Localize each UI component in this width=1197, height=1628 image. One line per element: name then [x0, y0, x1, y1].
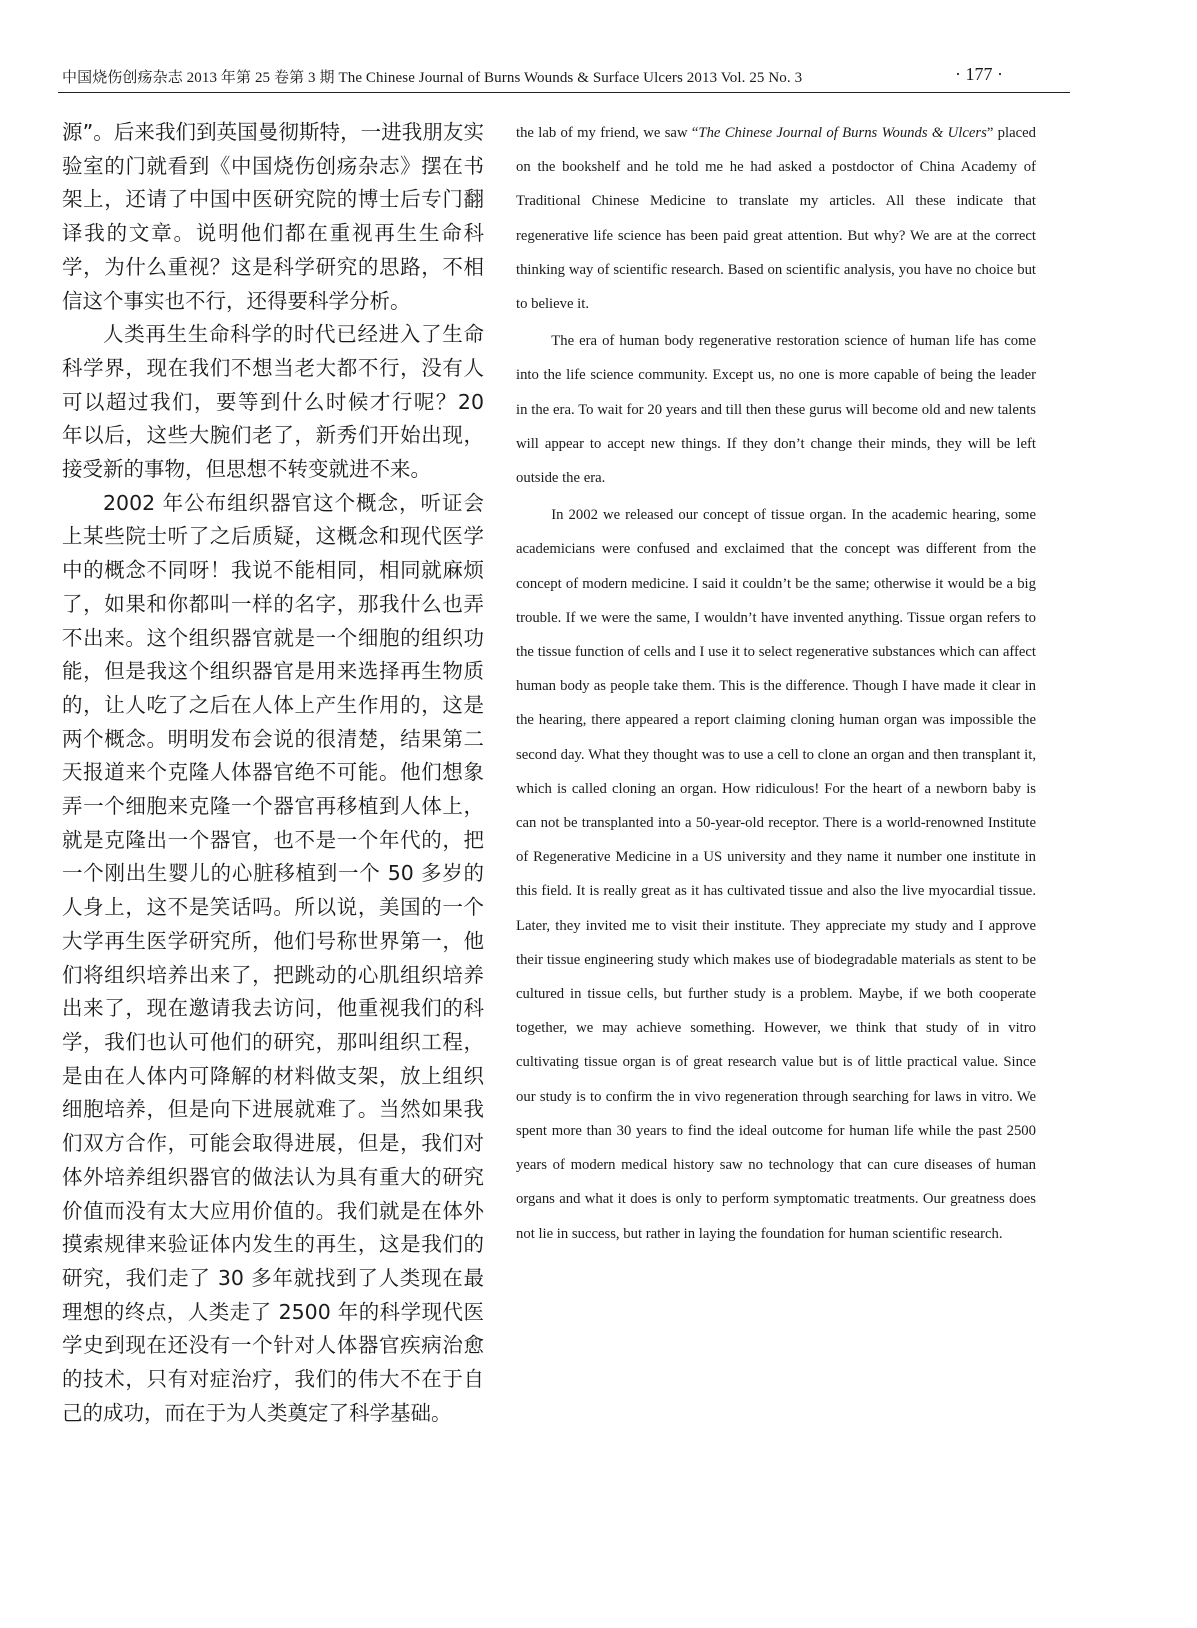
chinese-text-column: [62, 116, 484, 1430]
chinese-paragraph-2: 人类再生生命科学的时代已经进入了生命科学界，现在我们不想当老大都不行，没有人可以超过我们，要等到什么时候才行呢？20 年以后，这些大腕们老了，新秀们开始出现，接受新的事物，但思想不转变就进不来。: [62, 322, 484, 482]
journal-title-italic: The Chinese Journal of Burns Wounds & Ulcers: [698, 125, 987, 141]
chinese-paragraph-3: 2002 年公布组织器官这个概念，听证会上某些院士听了之后质疑，这概念和现代医学中的概念不同呀！我说不能相同，相同就麻烦了，如果和你都叫一样的名字，那我什么也弄不出来。这个组织器官就是一个细胞的组织功能，但是我这个组织器官是用来选择再生物质的，让人吃了之后在人体上产生作用的，这是两个概念。明明发布会说的很清楚，结果第二天报道来个克隆人体器官绝不可能。他们想象弄一个细胞来克隆一个器官再移植到人体上，就是克隆出一个器官，也不是一个年代的，把一个刚出生婴儿的心脏移植到一个 50 多岁的人身上，这不是笑话吗。所以说，美国的一个大学再生医学研究所，他们号称世界第一，他们将组织培养出来了，把跳动的心肌组织培养出来了，现在邀请我去访问，他重视我们的科学，我们也认可他们的研究，那叫组织工程，是由在人体内可降解的材料做支架，放上组织细胞培养，但是向下进展就难了。当然如果我们双方合作，可能会取得进展，但是，我们对体外培养组织器官的做法认为具有重大的研究价值而没有太大应用价值的。我们就是在体外摸索规律来验证体内发生的再生，这是我们的研究，我们走了 30 多年就找到了人类现在最理想的终点，人类走了 2500 年的科学现代医学史到现在还没有一个针对人体器官疾病治愈的技术，只有对症治疗，我们的伟大不在于自己的成功，而在于为人类奠定了科学基础。: [62, 490, 484, 1425]
english-text-column: [516, 116, 1036, 1251]
page-number: · 177 ·: [955, 64, 1003, 84]
english-paragraph-1: [516, 116, 1036, 321]
chinese-paragraph-1: 源”。后来我们到英国曼彻斯特，一进我朋友实验室的门就看到《中国烧伤创疡杂志》摆在书架上，还请了中国中医研究院的博士后专门翻译我的文章。说明他们都在重视再生生命科学，为什么重视？这是科学研究的思路，不相信这个事实也不行，还得要科学分析。: [62, 120, 484, 313]
header-rule: [58, 92, 1070, 93]
english-paragraph-2: The era of human body regenerative restoration science of human life has come into the life science community. Except us, no one is more capable of being the leader in the era. To wait for 20 years and till then these gurus will become old and new talents will appear to accept new things. If they don’t change their minds, they will be left outside the era.: [516, 333, 1036, 487]
english-paragraph-3: In 2002 we released our concept of tissue organ. In the academic hearing, some academicians were confused and exclaimed that the concept was different from the concept of modern medicine. I said it couldn’t be the same; otherwise it would be a big trouble. If we were the same, I wouldn’t have invented anything. Tissue organ refers to the tissue function of cells and I use it to select regenerative substances which can affect human body as people take them. This is the difference. Though I have made it clear in the hearing, there appeared a report claiming cloning human organ was impossible the second day. What they thought was to use a cell to clone an organ and then transplant it, which is called cloning an organ. How ridiculous! For the heart of a newborn baby is can not be transplanted into a 50-year-old receptor. There is a world-renowned Institute of Regenerative Medicine in a US university and they name it number one institute in this field. It is really great as it has cultivated tissue and also the live myocardial tissue. Later, they invited me to visit their institute. They appreciate my study and I approve their tissue engineering study which makes use of biodegradable materials as stent to be cultured in tissue cells, but further study is a problem. Maybe, if we both cooperate together, we may achieve something. However, we think that study of in vitro cultivating tissue organ is of great research value but is of little practical value. Since our study is to confirm the in vivo regeneration through searching for laws in vitro. We spent more than 30 years to find the ideal outcome for human life while the past 2500 years of modern medical history saw no technology that can cure diseases of human organs and what it does is only to perform symptomatic treatments. Our greatness does not lie in success, but rather in laying the foundation for human scientific research.: [516, 507, 1036, 1242]
running-header: 中国烧伤创疡杂志 2013 年第 25 卷第 3 期 The Chinese Journal of Burns Wounds & Surface Ulcers 2013 Vol. 25 No. 3: [62, 70, 803, 86]
english-paragraph-1-lead: the lab of my friend, we saw “: [516, 125, 699, 141]
english-paragraph-1-rest: ” placed on the bookshelf and he told me he had asked a postdoctor of China Academy of Traditional Chinese Medicine to translate my articles. All these indicate that regenerative life science has been paid great attention. But why? We are at the correct thinking way of scientific research. Based on scientific analysis, you have no choice but to believe it.: [516, 125, 1036, 313]
